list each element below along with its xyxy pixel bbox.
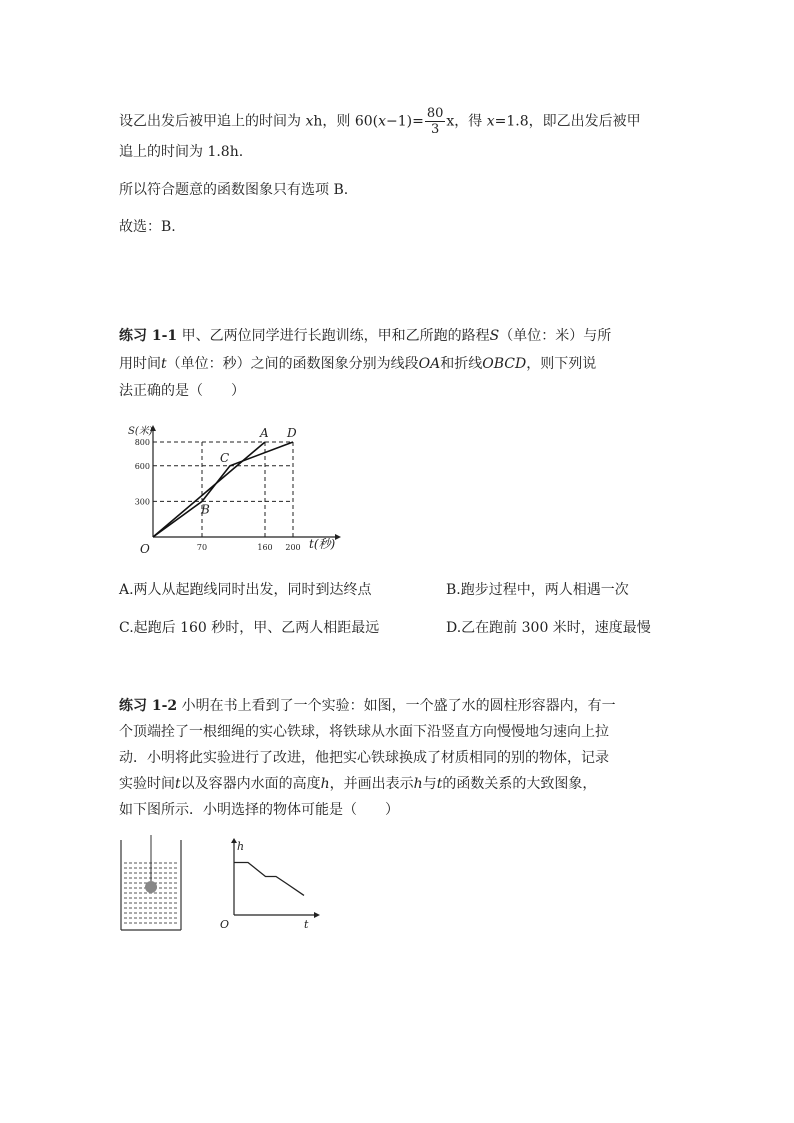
solution-line-4: 故选：B. bbox=[119, 219, 176, 235]
var-h: h bbox=[413, 776, 423, 792]
y-axis-label: S(米) bbox=[128, 426, 153, 437]
ex2-text: 的函数关系的大致图象， bbox=[442, 776, 597, 792]
ex2-line-5: 如下图所示．小明选择的物体可能是（ ） bbox=[119, 802, 399, 818]
ex2-line-4 bbox=[119, 774, 596, 794]
x-axis-label: t bbox=[304, 918, 309, 931]
option-c: C.起跑后 160 秒时，甲、乙两人相距最远 bbox=[119, 620, 380, 636]
fraction-denominator: 3 bbox=[430, 122, 440, 137]
iron-ball bbox=[145, 881, 157, 893]
x-tick-label: 160 bbox=[257, 543, 273, 552]
ex2-text: 小明在书上看到了一个实验：如图，一个盛了水的圆柱形容器内，有一 bbox=[177, 698, 616, 714]
y-tick-label: 600 bbox=[134, 461, 150, 471]
solution-text: −1)= bbox=[386, 113, 424, 130]
ex1-text: （单位：秒）之间的函数图象分别为线段 bbox=[166, 356, 419, 372]
height-time-chart bbox=[214, 838, 324, 933]
segment-OA: OA bbox=[418, 356, 441, 372]
container-illustration bbox=[118, 835, 188, 935]
distance-time-chart bbox=[120, 420, 350, 560]
option-d: D.乙在跑前 300 米时，速度最慢 bbox=[446, 620, 651, 636]
ex1-line-3: 法正确的是（ ） bbox=[119, 383, 245, 399]
ex2-line-2: 个顶端拴了一根细绳的实心铁球，将铁球从水面下沿竖直方向慢慢地匀速向上拉 bbox=[119, 724, 609, 740]
option-a: A.两人从起跑线同时出发，同时到达终点 bbox=[119, 582, 372, 598]
x-axis-label: t(秒) bbox=[309, 537, 336, 551]
y-tick-label: 300 bbox=[134, 497, 150, 507]
ex1-text: ，则下列说 bbox=[526, 356, 597, 372]
y-axis-label: h bbox=[237, 840, 245, 853]
var-x: x bbox=[378, 113, 387, 130]
solution-line-3: 所以符合题意的函数图象只有选项 B. bbox=[119, 182, 349, 198]
solution-text: h，则 60( bbox=[313, 113, 379, 130]
var-x: x bbox=[305, 113, 314, 130]
point-label-a: A bbox=[260, 426, 269, 440]
fraction-numerator: 80 bbox=[426, 106, 444, 121]
var-S: S bbox=[489, 328, 500, 344]
series-line bbox=[234, 863, 304, 896]
point-label-c: C bbox=[220, 450, 230, 465]
ex1-line-1 bbox=[119, 326, 611, 346]
origin-label: O bbox=[220, 918, 230, 931]
exercise-tag: 练习 1-2 bbox=[119, 698, 178, 714]
series-OA bbox=[153, 442, 265, 537]
ex1-text: （单位：米）与所 bbox=[499, 328, 612, 344]
var-h: h bbox=[320, 776, 330, 792]
ex2-text: 以及容器内水面的高度 bbox=[180, 776, 321, 792]
ex1-text: 用时间 bbox=[119, 356, 161, 372]
ex1-text: 和折线 bbox=[440, 356, 483, 372]
ex2-line-1 bbox=[119, 696, 616, 716]
solution-text: =1.8，即乙出发后被甲 bbox=[494, 113, 641, 130]
x-axis-arrow bbox=[314, 912, 320, 918]
ex2-text: 与 bbox=[422, 776, 437, 792]
solution-line-2: 追上的时间为 1.8h. bbox=[119, 144, 244, 160]
fraction bbox=[425, 106, 446, 137]
ex2-line-3: 动．小明将此实验进行了改进，他把实心铁球换成了材质相同的别的物体，记录 bbox=[119, 750, 609, 766]
ex2-text: 实验时间 bbox=[119, 776, 175, 792]
point-label-d: D bbox=[287, 426, 297, 440]
point-label-b: B bbox=[201, 502, 210, 517]
var-t: t bbox=[436, 776, 443, 792]
y-tick-label: 800 bbox=[134, 438, 150, 447]
x-tick-label: 200 bbox=[285, 543, 301, 552]
polyline-OBCD: OBCD bbox=[482, 356, 527, 372]
option-b: B.跑步过程中，两人相遇一次 bbox=[446, 582, 629, 598]
var-t: t bbox=[175, 776, 181, 792]
var-t: t bbox=[161, 356, 167, 372]
solution-text: 设乙出发后被甲追上的时间为 bbox=[119, 113, 306, 130]
ex1-line-2 bbox=[119, 354, 596, 374]
ex1-text: 甲、乙两位同学进行长跑训练，甲和乙所跑的路程 bbox=[177, 328, 490, 344]
solution-line-1 bbox=[119, 106, 641, 137]
exercise-tag: 练习 1-1 bbox=[119, 328, 178, 344]
var-x: x bbox=[486, 113, 495, 130]
x-axis-arrow bbox=[335, 534, 341, 540]
origin-label: O bbox=[140, 542, 150, 556]
solution-text: x，得 bbox=[446, 113, 487, 130]
ex2-text: ，并画出表示 bbox=[329, 776, 414, 792]
x-tick-label: 70 bbox=[196, 543, 208, 552]
